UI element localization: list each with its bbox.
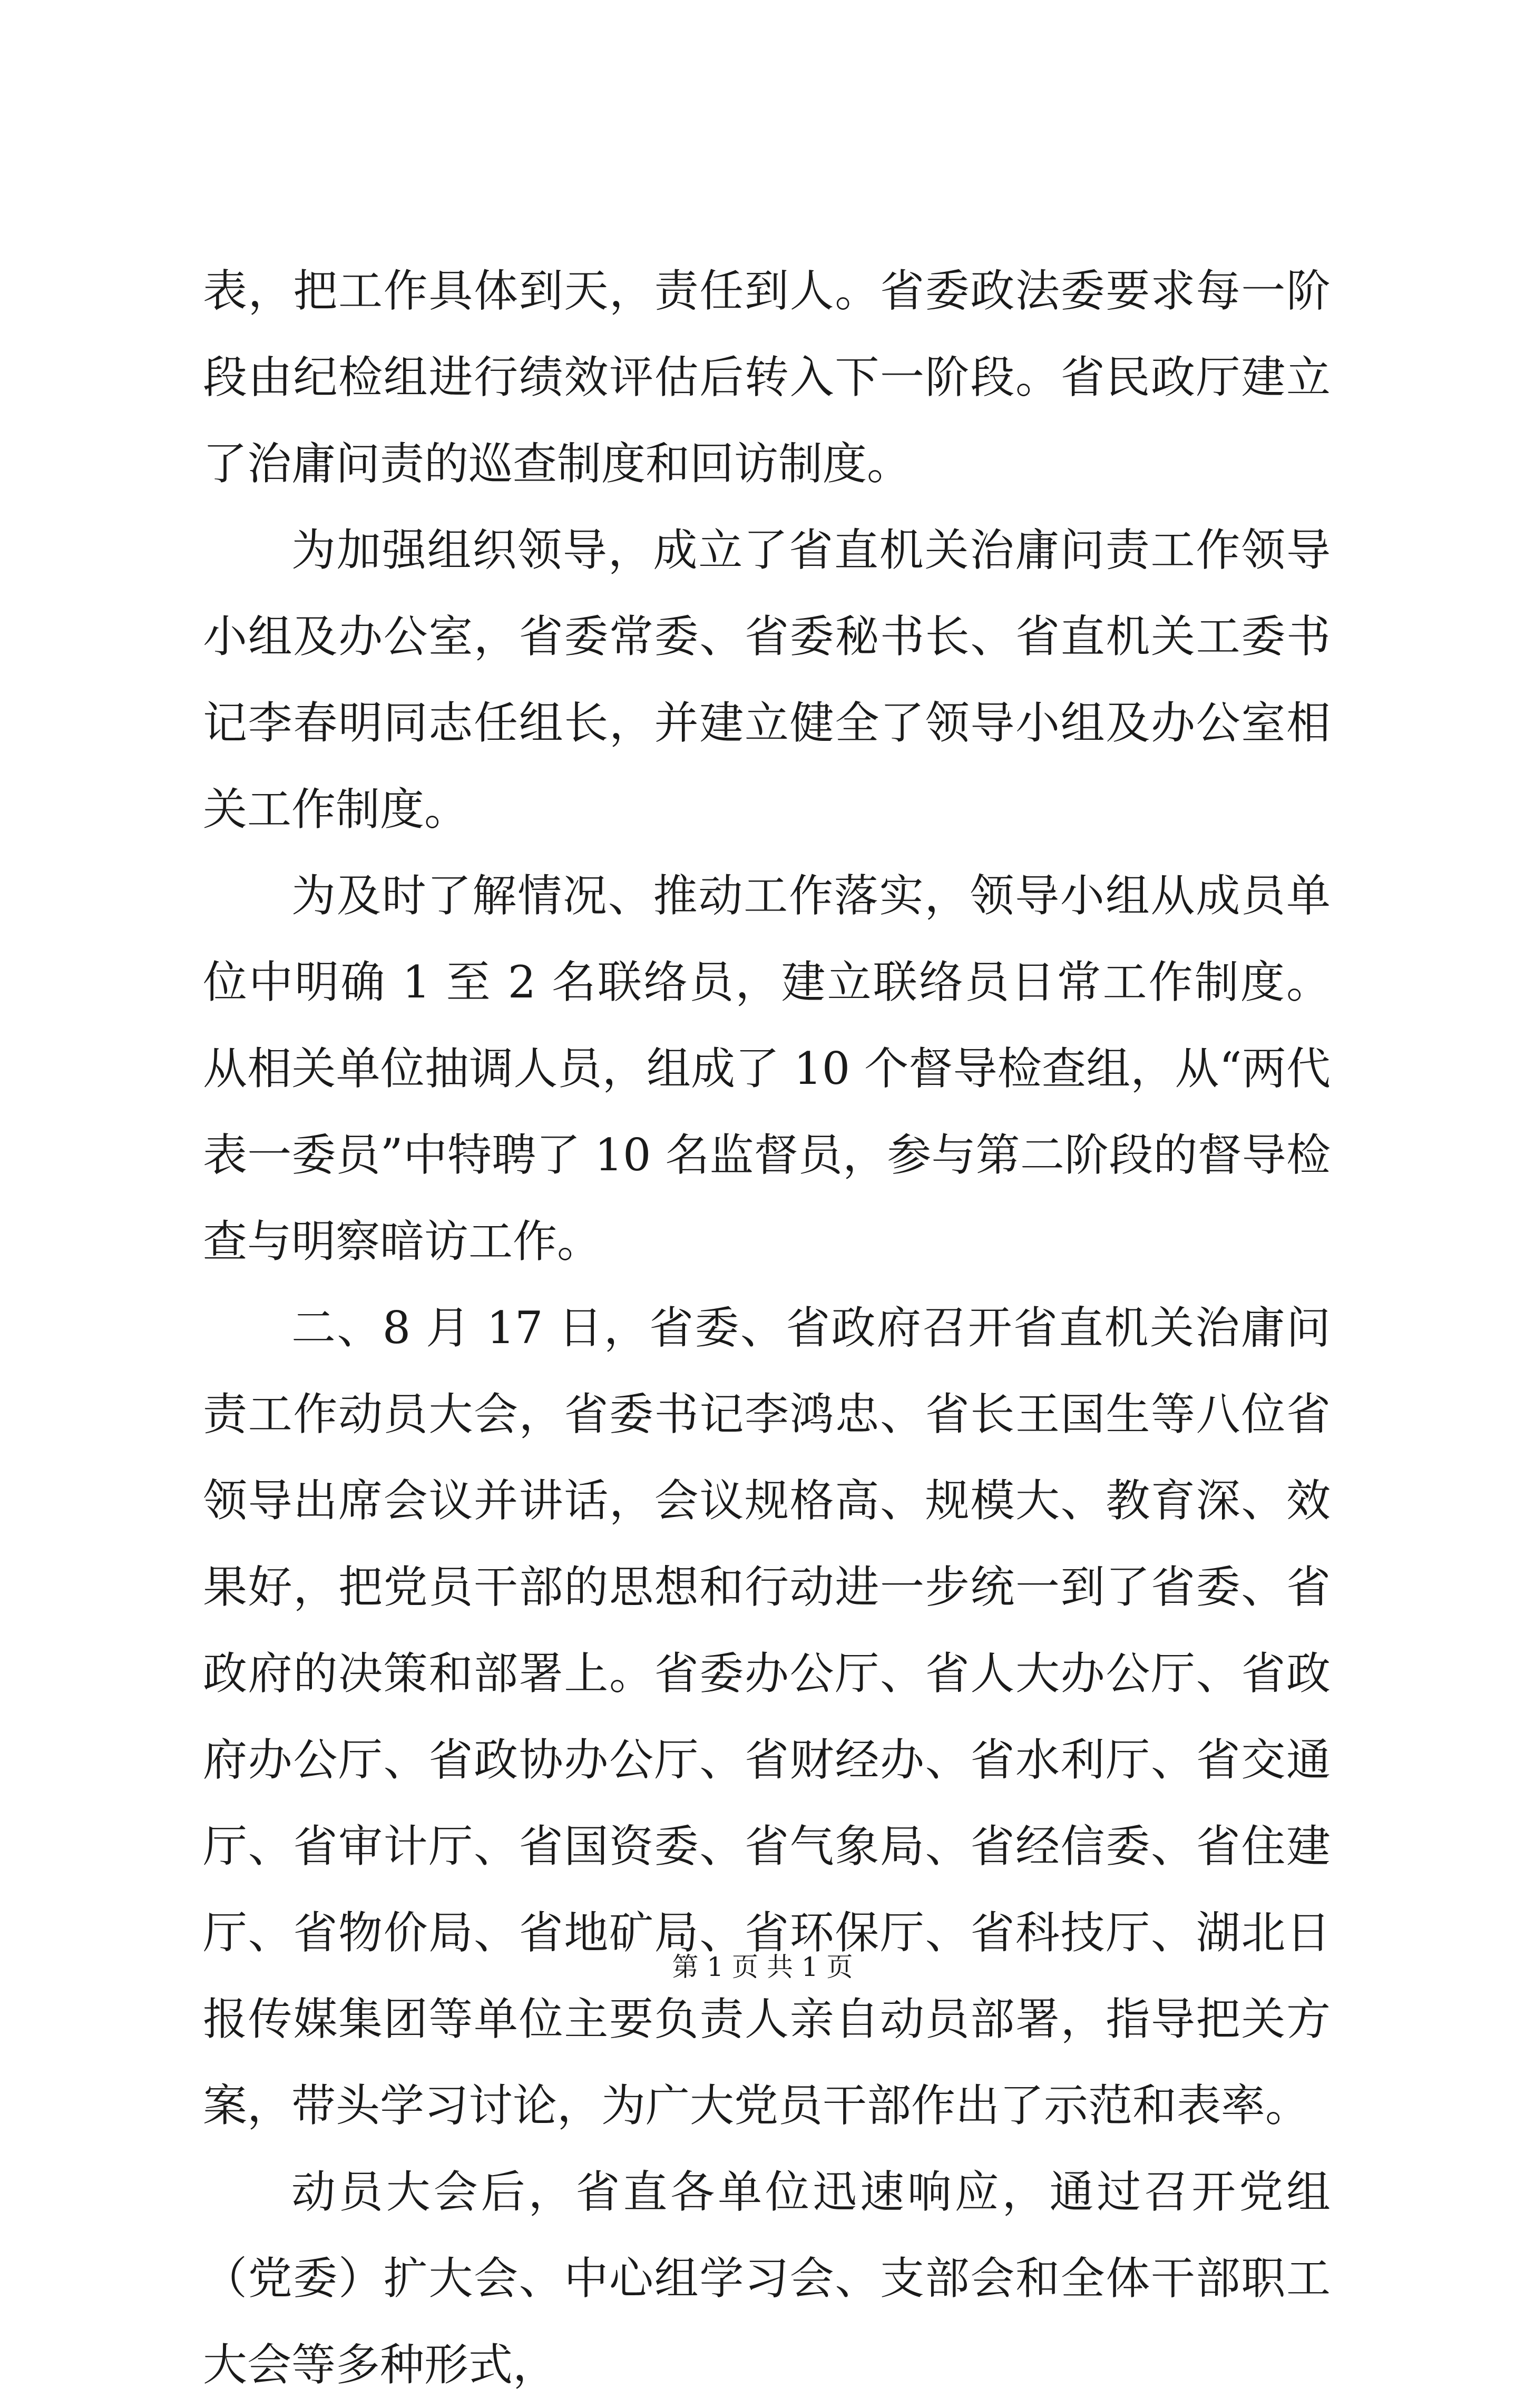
paragraph-liaison-officers: 为及时了解情况、推动工作落实，领导小组从成员单位中明确 1 至 2 名联络员，建立联络员日常工作制度。从相关单位抽调人员，组成了 10 个督导检查组，从“两代表一委员”中特聘了 10 名监督员，参与第二阶段的督导检查与明察暗访工作。 — [203, 870, 1331, 1267]
page-number-footer: 第 1 页 共 1 页 — [672, 1952, 853, 1982]
paragraph-continuation: 表，把工作具体到天，责任到人。省委政法委要求每一阶段由纪检组进行绩效评估后转入下一阶段。省民政厅建立了治庸问责的巡查制度和回访制度。 — [203, 265, 1331, 490]
paragraph-leadership-group: 为加强组织领导，成立了省直机关治庸问责工作领导小组及办公室，省委常委、省委秘书长、省直机关工委书记李春明同志任组长，并建立健全了领导小组及办公室相关工作制度。 — [203, 524, 1331, 835]
paragraph-after-meeting: 动员大会后，省直各单位迅速响应，通过召开党组（党委）扩大会、中心组学习会、支部会和全体干部职工大会等多种形式， — [203, 2166, 1331, 2391]
paragraph-mobilization-meeting: 二、8 月 17 日，省委、省政府召开省直机关治庸问责工作动员大会，省委书记李鸿忠、省长王国生等八位省领导出席会议并讲话，会议规格高、规模大、教育深、效果好，把党员干部的思想和行动进一步统一到了省委、省政府的决策和部署上。省委办公厅、省人大办公厅、省政府办公厅、省政协办公厅、省财经办、省水利厅、省交通厅、省审计厅、省国资委、省气象局、省经信委、省住建厅、省物价局、省地矿局、省环保厅、省科技厅、湖北日报传媒集团等单位主要负责人亲自动员部署，指导把关方案，带头学习讨论，为广大党员干部作出了示范和表率。 — [203, 1302, 1331, 2131]
document-body — [203, 248, 1331, 2408]
